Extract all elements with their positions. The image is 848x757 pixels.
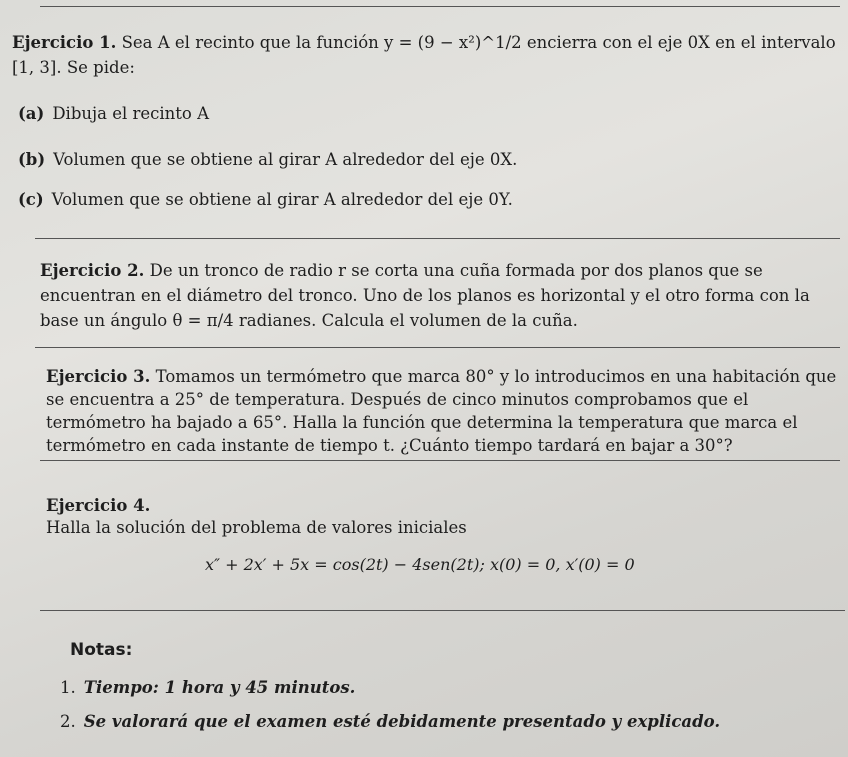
note-text: Tiempo: 1 hora y 45 minutos. (83, 678, 356, 697)
exercise-2-text: De un tronco de radio r se corta una cuña formada por dos planos que se encuentran en el diámetro del tronco. Uno de los planos es horizontal y el otro forma con la base un ángulo θ = π/4 radianes. Calcula el volumen de la cuña. (40, 261, 810, 330)
note-number: 2. (60, 712, 76, 731)
exercise-3-text: Tomamos un termómetro que marca 80° y lo introducimos en una habitación que se encuentra a 25° de temperatura. Después de cinco minutos comprobamos que el termómetro ha bajado a 65°. Halla la función que determina la temperatura que marca el termómetro en cada instante de tiempo t. ¿Cuánto tiempo tardará en bajar a 30°? (46, 367, 837, 455)
item-text: Volumen que se obtiene al girar A alrededor del eje 0X. (53, 150, 518, 169)
item-text: Volumen que se obtiene al girar A alrededor del eje 0Y. (51, 190, 513, 209)
exercise-1-item-b (18, 150, 517, 169)
item-label: (b) (18, 150, 46, 169)
exercise-4-equation: x″ + 2x′ + 5x = cos(2t) − 4sen(2t); x(0) = 0, x′(0) = 0 (205, 555, 635, 574)
divider-4 (40, 610, 845, 611)
exercise-3 (46, 365, 841, 457)
divider-2 (35, 347, 840, 348)
exercise-1-text: Sea A el recinto que la función y = (9 − x²)^1/2 encierra con el eje 0X en el intervalo [1, 3]. Se pide: (12, 33, 836, 77)
top-divider (40, 6, 840, 7)
note-2 (60, 712, 720, 731)
notes-title: Notas: (70, 640, 133, 660)
divider-3 (40, 460, 840, 461)
divider-1 (35, 238, 840, 239)
item-text: Dibuja el recinto A (52, 104, 210, 123)
note-number: 1. (60, 678, 76, 697)
note-text: Se valorará que el examen esté debidamente presentado y explicado. (83, 712, 721, 731)
exercise-1 (12, 30, 842, 80)
exercise-1-heading: Ejercicio 1. (12, 33, 117, 52)
exercise-4-text: Halla la solución del problema de valores iniciales (46, 518, 467, 537)
exercise-3-heading: Ejercicio 3. (46, 367, 151, 386)
exercise-2 (40, 258, 840, 333)
exercise-1-item-a (18, 104, 209, 123)
exercise-4-text-block (46, 515, 836, 540)
exercise-4-heading: Ejercicio 4. (46, 496, 151, 515)
note-1 (60, 678, 355, 697)
item-label: (a) (18, 104, 45, 123)
exercise-2-heading: Ejercicio 2. (40, 261, 145, 280)
item-label: (c) (18, 190, 44, 209)
exercise-1-item-c (18, 190, 513, 209)
